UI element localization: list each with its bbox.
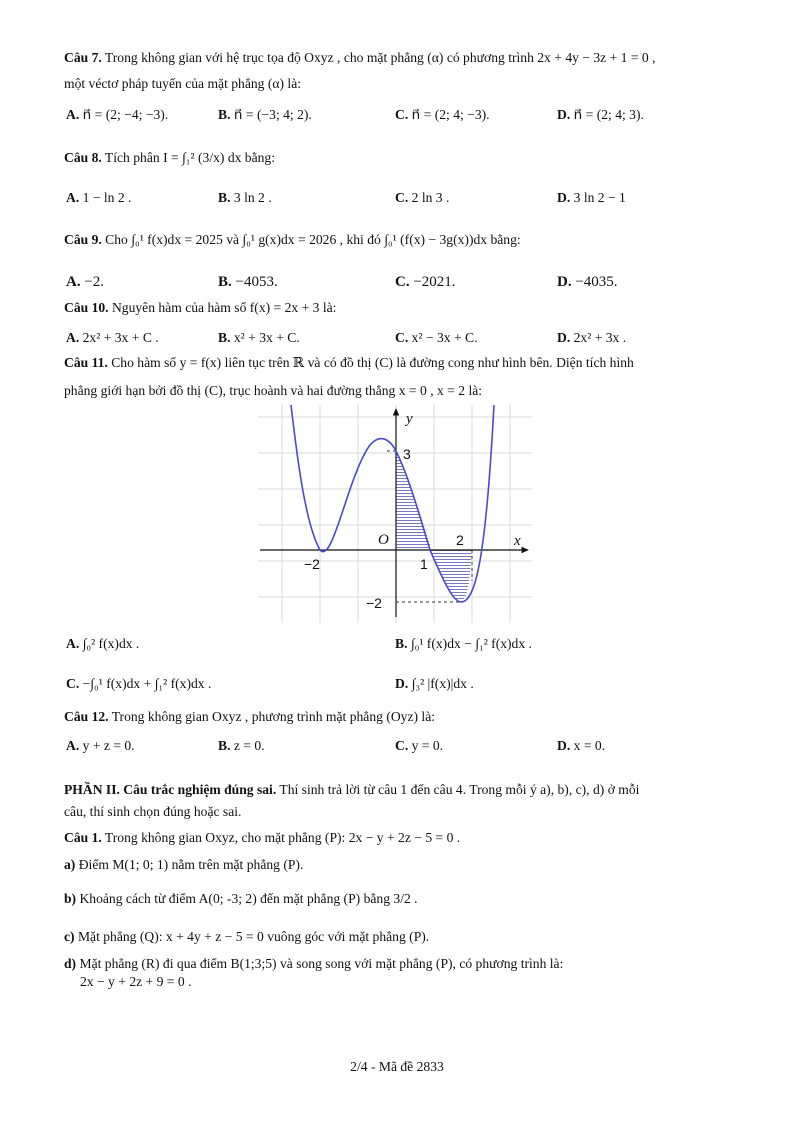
p2q1-item-a[interactable] bbox=[64, 857, 750, 873]
q7-stem-cont: một véctơ pháp tuyến của mặt phẳng (α) là: bbox=[64, 76, 302, 91]
q11-option-d-label: D. bbox=[395, 676, 409, 691]
q12-option-a-text: y + z = 0. bbox=[82, 738, 135, 753]
q8-option-b-label: B. bbox=[218, 190, 231, 205]
q12-stem bbox=[64, 709, 750, 725]
q10-option-b-label: B. bbox=[218, 330, 231, 345]
q11-option-a-text: ∫₀² f(x)dx . bbox=[82, 636, 140, 651]
q12-option-a[interactable] bbox=[66, 738, 135, 754]
q8-stem bbox=[64, 150, 750, 166]
part2-text: Thí sinh trả lời từ câu 1 đến câu 4. Trong mỗi ý a), b), c), d) ở mỗi bbox=[276, 782, 640, 797]
q7-option-b-label: B. bbox=[218, 107, 231, 122]
q9-option-b-label: B. bbox=[218, 274, 232, 290]
q8-option-c[interactable] bbox=[395, 190, 449, 206]
q10-option-d[interactable] bbox=[557, 330, 626, 346]
q9-text: Cho ∫₀¹ f(x)dx = 2025 và ∫₀¹ g(x)dx = 2026 , khi đó ∫₀¹ (f(x) − 3g(x))dx bằng: bbox=[101, 232, 521, 247]
q8-option-d-label: D. bbox=[557, 190, 571, 205]
part2-text-cont: câu, thí sinh chọn đúng hoặc sai. bbox=[64, 804, 242, 819]
p2q1-item-c-label: c) bbox=[64, 929, 75, 944]
q10-option-d-label: D. bbox=[557, 330, 571, 345]
q8-option-b-text: 3 ln 2 . bbox=[233, 190, 272, 205]
q10-option-a-text: 2x² + 3x + C . bbox=[82, 330, 159, 345]
q11-option-b-text: ∫₀¹ f(x)dx − ∫₁² f(x)dx . bbox=[410, 636, 532, 651]
q9-option-b-text: −4053. bbox=[235, 274, 278, 290]
q7-option-b[interactable] bbox=[218, 107, 312, 123]
q11-stem-cont: phẳng giới hạn bởi đồ thị (C), trục hoành và hai đường thẳng x = 0 , x = 2 là: bbox=[64, 383, 483, 398]
p2q1-item-b[interactable] bbox=[64, 891, 750, 907]
q7-option-c[interactable] bbox=[395, 107, 490, 123]
q11-option-a[interactable] bbox=[66, 636, 139, 652]
q9-option-c[interactable] bbox=[395, 274, 456, 291]
p2q1-item-d-text: Mặt phẳng (R) đi qua điểm B(1;3;5) và song song với mặt phẳng (P), có phương trình là: bbox=[76, 956, 564, 971]
label-y: y bbox=[406, 411, 413, 427]
q8-number: Câu 8. bbox=[64, 150, 102, 165]
label-neg2y: −2 bbox=[366, 595, 382, 611]
q9-number: Câu 9. bbox=[64, 232, 102, 247]
p2q1-item-b-label: b) bbox=[64, 891, 77, 906]
q8-option-d-text: 3 ln 2 − 1 bbox=[573, 190, 626, 205]
p2q1-item-d[interactable] bbox=[64, 956, 750, 972]
q8-text: Tích phân I = ∫₁² (3/x) dx bằng: bbox=[101, 150, 276, 165]
p2q1-stem bbox=[64, 830, 750, 846]
q9-option-a[interactable] bbox=[66, 274, 104, 291]
q10-option-c-text: x² − 3x + C. bbox=[411, 330, 478, 345]
q8-option-c-label: C. bbox=[395, 190, 409, 205]
q9-option-c-label: C. bbox=[395, 274, 410, 290]
q7-stem bbox=[64, 50, 750, 66]
q7-option-d[interactable] bbox=[557, 107, 644, 123]
q12-option-a-label: A. bbox=[66, 738, 80, 753]
q7-option-c-text: n⃗ = (2; 4; −3). bbox=[411, 107, 490, 122]
q10-text: Nguyên hàm của hàm số f(x) = 2x + 3 là: bbox=[108, 300, 337, 315]
q12-option-c-text: y = 0. bbox=[411, 738, 444, 753]
q11-option-a-label: A. bbox=[66, 636, 80, 651]
q9-option-d-text: −4035. bbox=[575, 274, 618, 290]
q9-option-d-label: D. bbox=[557, 274, 572, 290]
q9-option-a-text: −2. bbox=[84, 274, 105, 290]
q11-text: Cho hàm số y = f(x) liên tục trên ℝ và có đồ thị (C) là đường cong như hình bên. Diện tích hình bbox=[107, 355, 634, 370]
grid bbox=[258, 405, 532, 623]
q12-option-c-label: C. bbox=[395, 738, 409, 753]
p2q1-item-d-equation: 2x − y + 2z + 9 = 0 . bbox=[80, 974, 192, 989]
q8-option-b[interactable] bbox=[218, 190, 272, 206]
q11-option-c-text: −∫₀¹ f(x)dx + ∫₁² f(x)dx . bbox=[82, 676, 212, 691]
p2q1-text: Trong không gian Oxyz, cho mặt phẳng (P): 2x − y + 2z − 5 = 0 . bbox=[101, 830, 461, 845]
q8-option-a[interactable] bbox=[66, 190, 131, 206]
q7-option-a-text: n⃗ = (2; −4; −3). bbox=[82, 107, 169, 122]
p2q1-item-d-label: d) bbox=[64, 956, 77, 971]
q11-option-c-label: C. bbox=[66, 676, 80, 691]
q12-option-d[interactable] bbox=[557, 738, 605, 754]
q7-number: Câu 7. bbox=[64, 50, 102, 65]
q12-option-d-label: D. bbox=[557, 738, 571, 753]
label-o: O bbox=[378, 532, 389, 548]
q10-option-b[interactable] bbox=[218, 330, 300, 346]
q9-option-c-text: −2021. bbox=[413, 274, 456, 290]
q7-option-d-text: n⃗ = (2; 4; 3). bbox=[573, 107, 644, 122]
q10-option-c-label: C. bbox=[395, 330, 409, 345]
q7-option-a[interactable] bbox=[66, 107, 168, 123]
q9-option-b[interactable] bbox=[218, 274, 278, 291]
part2-heading bbox=[64, 782, 750, 798]
q10-option-d-text: 2x² + 3x . bbox=[573, 330, 627, 345]
q7-option-a-label: A. bbox=[66, 107, 80, 122]
q9-option-a-label: A. bbox=[66, 274, 81, 290]
q9-stem bbox=[64, 232, 750, 248]
q7-option-d-label: D. bbox=[557, 107, 571, 122]
q10-option-b-text: x² + 3x + C. bbox=[233, 330, 300, 345]
q11-option-c[interactable] bbox=[66, 676, 211, 692]
label-three: 3 bbox=[403, 446, 411, 462]
q10-number: Câu 10. bbox=[64, 300, 109, 315]
q12-text: Trong không gian Oxyz , phương trình mặt phẳng (Oyz) là: bbox=[108, 709, 436, 724]
q8-option-a-label: A. bbox=[66, 190, 80, 205]
graph-svg bbox=[258, 405, 532, 623]
q11-option-b[interactable] bbox=[395, 636, 532, 652]
q11-option-b-label: B. bbox=[395, 636, 408, 651]
p2q1-item-b-text: Khoảng cách từ điểm A(0; -3; 2) đến mặt phẳng (P) bằng 3/2 . bbox=[76, 891, 418, 906]
p2q1-item-c[interactable] bbox=[64, 929, 750, 945]
label-two: 2 bbox=[456, 532, 464, 548]
label-x: x bbox=[514, 533, 521, 549]
q7-text: Trong không gian với hệ trục tọa độ Oxyz , cho mặt phẳng (α) có phương trình 2x + 4y − 3z + 1 = 0 , bbox=[101, 50, 656, 65]
q8-option-a-text: 1 − ln 2 . bbox=[82, 190, 132, 205]
q12-option-d-text: x = 0. bbox=[573, 738, 606, 753]
p2q1-item-a-text: Điểm M(1; 0; 1) nằm trên mặt phẳng (P). bbox=[75, 857, 304, 872]
q8-option-c-text: 2 ln 3 . bbox=[411, 190, 450, 205]
q9-option-d[interactable] bbox=[557, 274, 618, 291]
q12-option-b-label: B. bbox=[218, 738, 231, 753]
part2-title: PHẦN II. Câu trắc nghiệm đúng sai. bbox=[64, 782, 277, 797]
q10-stem bbox=[64, 300, 750, 316]
q12-option-b-text: z = 0. bbox=[233, 738, 265, 753]
q7-option-b-text: n⃗ = (−3; 4; 2). bbox=[233, 107, 312, 122]
p2q1-item-a-label: a) bbox=[64, 857, 76, 872]
q12-option-c[interactable] bbox=[395, 738, 443, 754]
q7-option-c-label: C. bbox=[395, 107, 409, 122]
q8-option-d[interactable] bbox=[557, 190, 626, 206]
q11-option-d[interactable] bbox=[395, 676, 474, 692]
p2q1-number: Câu 1. bbox=[64, 830, 102, 845]
p2q1-item-c-text: Mặt phẳng (Q): x + 4y + z − 5 = 0 vuông góc với mặt phẳng (P). bbox=[74, 929, 430, 944]
q10-option-a[interactable] bbox=[66, 330, 159, 346]
q11-option-d-text: ∫₃² |f(x)|dx . bbox=[411, 676, 474, 691]
q12-number: Câu 12. bbox=[64, 709, 109, 724]
function-graph bbox=[258, 405, 532, 623]
label-neg2x: −2 bbox=[304, 556, 320, 572]
q10-option-a-label: A. bbox=[66, 330, 80, 345]
q12-option-b[interactable] bbox=[218, 738, 265, 754]
q10-option-c[interactable] bbox=[395, 330, 477, 346]
page-footer: 2/4 - Mã đề 2833 bbox=[350, 1059, 444, 1074]
q11-number: Câu 11. bbox=[64, 355, 108, 370]
label-one: 1 bbox=[420, 556, 428, 572]
q11-stem bbox=[64, 355, 750, 371]
